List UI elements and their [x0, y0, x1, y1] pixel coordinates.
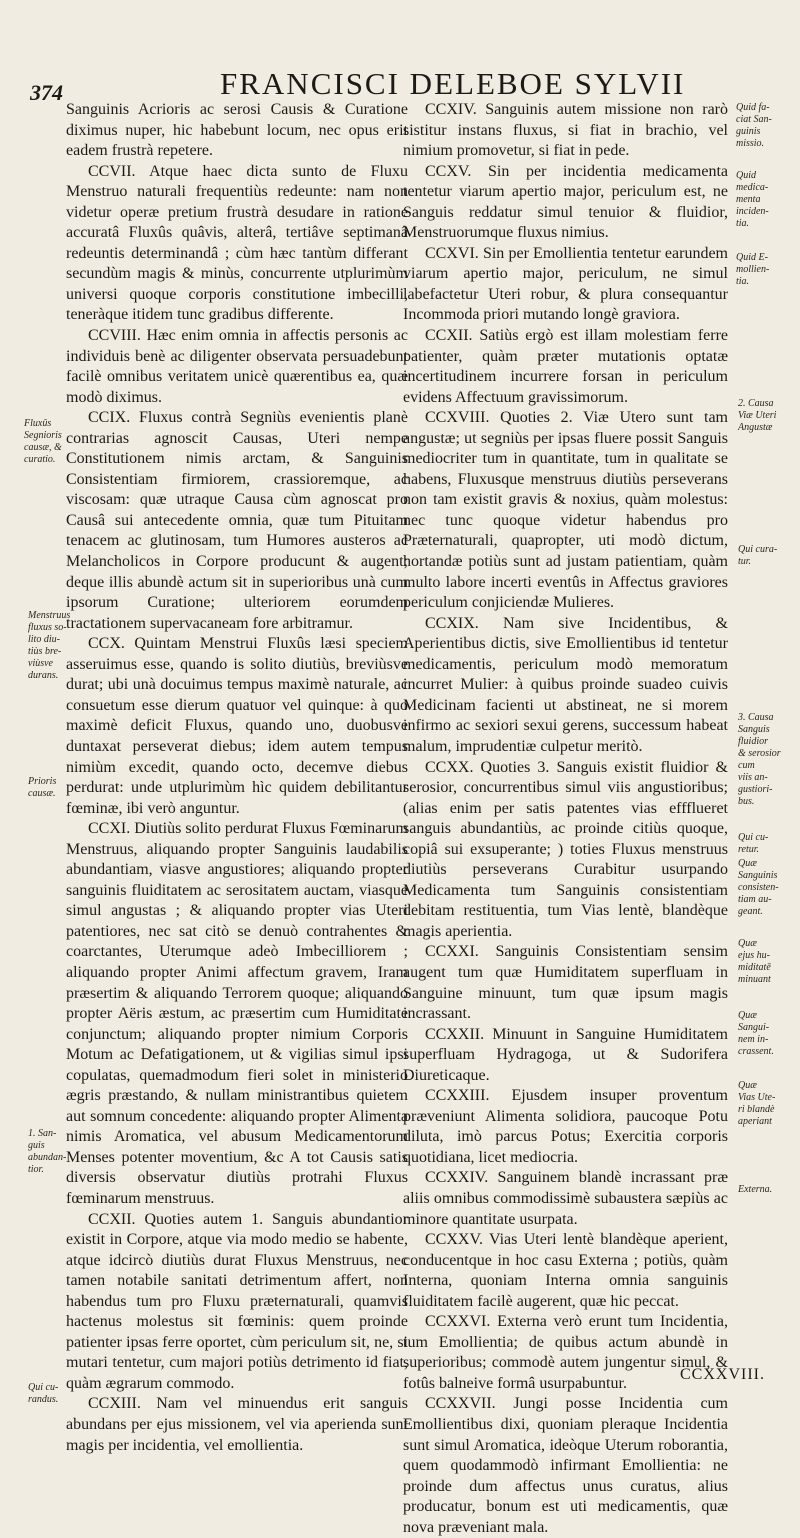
margin-note-line: Sanguinis — [738, 870, 778, 881]
margin-note-line: bus. — [738, 796, 755, 807]
paragraph: CCXV. Sin per incidentia medicamenta tentetur viarum apertio major, periculum est, ne Sanguis reddatur simul tenuior & fluidior, Menstruorumque fluxus nimius. — [403, 162, 728, 242]
running-title: FRANCISCI DELEBOE SYLVII — [220, 66, 686, 101]
margin-note-line: 1. San- — [28, 1128, 57, 1139]
margin-note-line: tiùs bre- — [28, 646, 62, 657]
margin-note-line: Angustæ — [738, 422, 773, 433]
margin-note-line: tur. — [738, 556, 752, 567]
paragraph: CCXII. Satiùs ergò est illam molestiam ferre patienter, quàm præter mutationis optatæ incertitudinem incurrere forsan in periculum evidens Affectuum gravissimorum. — [403, 327, 728, 406]
margin-note-line: Quæ — [738, 858, 757, 869]
margin-note-line: Fluxûs — [24, 418, 52, 429]
margin-note-line: retur. — [738, 844, 760, 855]
margin-note — [738, 1010, 798, 1058]
paragraph: CCXI. Diutiùs solito perdurat Fluxus Fœminarum Menstruus, aliquando propter Sanguinis laudabilis abundantiam, viasve angustiores; aliquando propter sanguinis fluiditatem ac serositatem auctam, viasque simul angustas ; & aliquando propter vias Uteri patentiores, nec sat citò se denuò contrahentes & coarctantes, Uterumque adeò Imbecilliorem ; aliquando propter Animi affectum gravem, Iram præsertim & aliquando Terrorem quoque; aliquando propter Aëris æstum, ac præsertim cum Humiditate conjunctum; aliquando propter nimium Corporis Motum ac Defatigationem, ut & vigilias simul ipsi copulatas, quemadmodum fieri solet in ministerio ægris præstando, & nullam ministrantibus quietem aut somnum concedente: aliquando propter Alimenta nimis Aromatica, vel abusum Medicamentorum Menses potenter moventium, &c A tot Causis satis diversis observatur diutiùs protrahi Fluxus fœminarum menstruus. — [66, 820, 408, 1207]
paragraph: CCIX. Fluxus contrà Segniùs evenientis planè contrarias agnoscit Causas, Uteri nempe Constitutionem nimis arctam, & Sanguinis Consistentiam firmiorem, crassioremque, ac viscosam: quæ utraque Causa cùm agnoscat pro Causâ sui antecedente omnia, quæ tum Pituitam tenacem ac glutinosam, tum Humores austeros ac Melancholicos in Corpore producunt & augent; deque illis abundè actum sit in superioribus unà cum ipsorum Curatione; ulteriorem eorumdem tractationem supervacaneam fore arbitramur. — [66, 409, 408, 632]
paragraph: CCXXI. Sanguinis Consistentiam sensim augent tum quæ Humiditatem superfluam in Sanguine minuunt, tum quæ ipsum magis incrassant. — [403, 943, 728, 1023]
margin-note — [738, 398, 798, 434]
margin-note-line: tia. — [736, 218, 750, 229]
margin-note-line: Sanguis — [738, 724, 770, 735]
margin-note-line: causæ, & — [24, 442, 62, 453]
margin-note-line: gustiori- — [738, 784, 773, 795]
margin-note-line: Qui cu- — [738, 832, 769, 843]
margin-note-line: missio. — [736, 138, 765, 149]
margin-note-line: curatio. — [24, 454, 56, 465]
margin-note-line: consisten- — [738, 882, 779, 893]
margin-note — [738, 938, 798, 986]
margin-note — [738, 544, 798, 568]
margin-note-line: Menstruus — [28, 610, 71, 621]
margin-note-line: Vias Ute- — [738, 1092, 776, 1103]
paragraph: CCXXVI. Externa verò erunt tum Incidentia, tum Emollientia; de quibus actum abundè in superioribus; commodè autem jungentur simul, & fotûs balneive formâ usurpabuntur. — [403, 1313, 728, 1392]
paragraph: Sanguinis Acrioris ac serosi Causis & Curatione diximus nuper, hic habebunt locum, nec opus erit eadem frustrà repetere. — [66, 101, 408, 160]
margin-note-line: menta — [736, 194, 761, 205]
paragraph: CCXII. Quoties autem 1. Sanguis abundantior existit in Corpore, atque via modo medio se habente, atque idcircò diutiùs durat Fluxus Menstruus, nec tamen notabile sanitati detrimentum affert, non habendus tum pro Fluxu præternaturali, quamvis hactenus molestus sit fœminis: quem proinde patienter ipsas ferre oportet, cùm periculum sit, ne, si mutari tentetur, cum majori potiùs detrimento id fiat, quàm ægrarum commodo. — [66, 1210, 408, 1392]
paragraph: CCXXIII. Ejusdem insuper proventum præveniunt Alimenta solidiora, paucoque Potu diluta, imò parcus Potus; Exercitia corporis quotidiana, licet mediocria. — [403, 1087, 728, 1166]
margin-note-line: tior. — [28, 1164, 44, 1175]
margin-note-line: guis — [28, 1140, 45, 1151]
margin-note-line: causæ. — [28, 788, 56, 799]
margin-note — [28, 610, 88, 682]
margin-note-line: Quæ — [738, 1010, 757, 1021]
margin-note — [736, 170, 796, 230]
margin-note — [24, 418, 84, 466]
margin-note-line: ri blandè — [738, 1104, 775, 1115]
margin-note — [28, 776, 88, 800]
margin-note-line: minuant — [738, 974, 771, 985]
margin-note — [738, 712, 798, 808]
margin-note-line: ciat San- — [736, 114, 772, 125]
margin-note-line: tiam au- — [738, 894, 772, 905]
margin-note-line: tia. — [736, 276, 750, 287]
paragraph: CCXXIV. Sanguinem blandè incrassant præ aliis omnibus commodissimè subaustera sæpiùs ac minore quantitate usurpata. — [403, 1169, 728, 1228]
margin-note-line: geant. — [738, 906, 763, 917]
margin-note — [738, 1080, 798, 1128]
margin-note-line: Externa. — [738, 1184, 773, 1195]
margin-note-line: ejus hu- — [738, 950, 770, 961]
catchword: CCXXVIII. — [680, 1366, 765, 1383]
margin-note-line: nem in- — [738, 1034, 769, 1045]
margin-note-line: lito diu- — [28, 634, 60, 645]
margin-note-line: randus. — [28, 1394, 59, 1405]
margin-note-line: Quid E- — [736, 252, 768, 263]
margin-note — [28, 1128, 88, 1176]
margin-note-line: viis an- — [738, 772, 768, 783]
margin-note-line: abundan- — [28, 1152, 67, 1163]
margin-note-line: guinis — [736, 126, 761, 137]
paragraph: CCXXII. Minuunt in Sanguine Humiditatem superfluam Hydragoga, ut & Sudorifera Diureticaque. — [403, 1025, 728, 1084]
margin-note-line: Qui cura- — [738, 544, 778, 555]
paragraph: CCXVI. Sin per Emollientia tentetur earundem viarum apertio major, periculum, ne simul labefactetur Uteri robur, & plura consequantur Incommoda priori mutando longè graviora. — [403, 244, 728, 324]
left-column — [66, 100, 408, 1456]
page-number: 374 — [30, 80, 63, 105]
paragraph: CCX. Quintam Menstrui Fluxûs læsi speciem asseruimus esse, quando is solito diutiùs, breviùsve durat; ubi unà docuimus tempus maximè naturale, ac consuetum esse dierum quatuor vel quinque: à quo maximè deficit Fluxus, quando uno, duobusve duntaxat perseverat diebus; idem autem tempus nimiùm excedit, quando octo, decemve diebus perdurat: unde utplurimùm hìc quidem debilitantur fœminæ, ibi verò anguntur. — [66, 635, 408, 817]
margin-note-line: Sangui- — [738, 1022, 770, 1033]
margin-note-line: durans. — [28, 670, 59, 681]
margin-note — [736, 102, 796, 150]
right-column — [403, 100, 728, 1538]
margin-note — [28, 1382, 88, 1406]
paragraph: CCXXVII. Jungi posse Incidentia cum Emollientibus dixi, quoniam pleraque Incidentia sunt simul Aromatica, ideòque Uterum roborantia, quem quodammodò infirmant Emollientia: ne proinde dum affectus unus curatus, alius producatur, bonum est uti medicamentis, quæ nova præveniant mala. — [403, 1395, 728, 1536]
margin-note-line: Quid fa- — [736, 102, 770, 113]
paragraph: CCXX. Quoties 3. Sanguis existit fluidior & serosior, concurrentibus simul viis angustioribus; (alias enim per satis patentes vias effflueret sanguis abundantiùs, ac proinde citiùs quoque, copiâ sui exsuperante; ) toties Fluxus menstruus diutiùs perseverans Curabitur usurpando Medicamenta tum Sanguinis consistentiam debitam restituentia, tum Vias lentè, blandèque magis aperientia. — [403, 758, 728, 940]
margin-note-line: Segnioris — [24, 430, 62, 441]
margin-note-line: miditatē — [738, 962, 771, 973]
paragraph: CCXIII. Nam vel minuendus erit sanguis abundans per ejus missionem, vel via aperienda sunt magis per incidentia, vel emollientia. — [66, 1395, 408, 1454]
margin-note — [736, 252, 796, 288]
margin-note — [738, 832, 798, 856]
margin-note-line: 2. Causa — [738, 398, 774, 409]
margin-note-line: aperiant — [738, 1116, 772, 1127]
margin-note-line: Quæ — [738, 1080, 757, 1091]
paragraph: CCXVIII. Quoties 2. Viæ Utero sunt tam angustæ; ut segniùs per ipsas fluere possit Sanguis mediocriter tum in quantitate, tum in qualitate se habens, Fluxusque menstruus diutiùs perseverans non tam existit gravis & noxius, quàm molestus: nec tunc quoque videtur habendus pro Præternaturali, quapropter, uti modò dictum, hortandæ potiùs sunt ad justam patientiam, quàm multo labore incerti eventûs in Affectus graviores periculum conjiciendæ Mulieres. — [403, 409, 728, 612]
margin-note-line: mollien- — [736, 264, 770, 275]
margin-note-line: crassent. — [738, 1046, 774, 1057]
margin-note-line: fluxus so- — [28, 622, 67, 633]
paragraph: CCXIV. Sanguinis autem missione non rarò sistitur instans fluxus, si fiat in brachio, vel nimium promovetur, si fiat in pede. — [403, 101, 728, 160]
margin-note-line: Qui cu- — [28, 1382, 59, 1393]
paragraph: CCXXV. Vias Uteri lentè blandèque aperient, conducentque in hoc casu Externa ; potiùs, quàm Interna, quoniam Interna omnia sanguinis fluiditatem facilè augerent, quæ hic peccat. — [403, 1231, 728, 1310]
margin-note-line: Viæ Uteri — [738, 410, 777, 421]
margin-note-line: Prioris — [28, 776, 57, 787]
margin-note — [738, 858, 798, 918]
margin-note-line: Quid — [736, 170, 756, 181]
margin-note-line: viùsve — [28, 658, 53, 669]
margin-note — [738, 1184, 798, 1196]
margin-note-line: fluidior — [738, 736, 769, 747]
margin-note-line: inciden- — [736, 206, 769, 217]
margin-note-line: & serosior cum — [738, 748, 781, 771]
paragraph: CCVIII. Hæc enim omnia in affectis personis ac individuis benè ac diligenter observata persuadebunt facilè omnibus veritatem unicè quærentibus ea, quæ modò diximus. — [66, 327, 408, 406]
paragraph: CCVII. Atque haec dicta sunto de Fluxu Menstruo naturali frequentiùs redeunte: nam non videtur operæ pretium frustrà desudare in ratione accuratâ Fluxûs quâvis, alterâ, tertiâve septimanâ redeuntis determinandâ ; cùm hæc tantùm differant secundùm magis & minùs, concurrente utplurimùm universi quoque corporis constitutione imbecilli, teneràque itidem tunc gradibus differente. — [66, 162, 408, 324]
margin-note-line: Quæ — [738, 938, 757, 949]
paragraph: CCXIX. Nam sive Incidentibus, & Aperientibus dictis, sive Emollientibus id tentetur medicamentis, periculum modò memoratum incurret Mulier: à quibus proinde suadeo cuivis Medicinam facienti ut abstineat, ne si morem infirmo ac sexiori sexui gerens, successum habeat malum, imprudentiæ culpetur meritò. — [403, 614, 728, 755]
margin-note-line: 3. Causa — [738, 712, 774, 723]
margin-note-line: medica- — [736, 182, 769, 193]
